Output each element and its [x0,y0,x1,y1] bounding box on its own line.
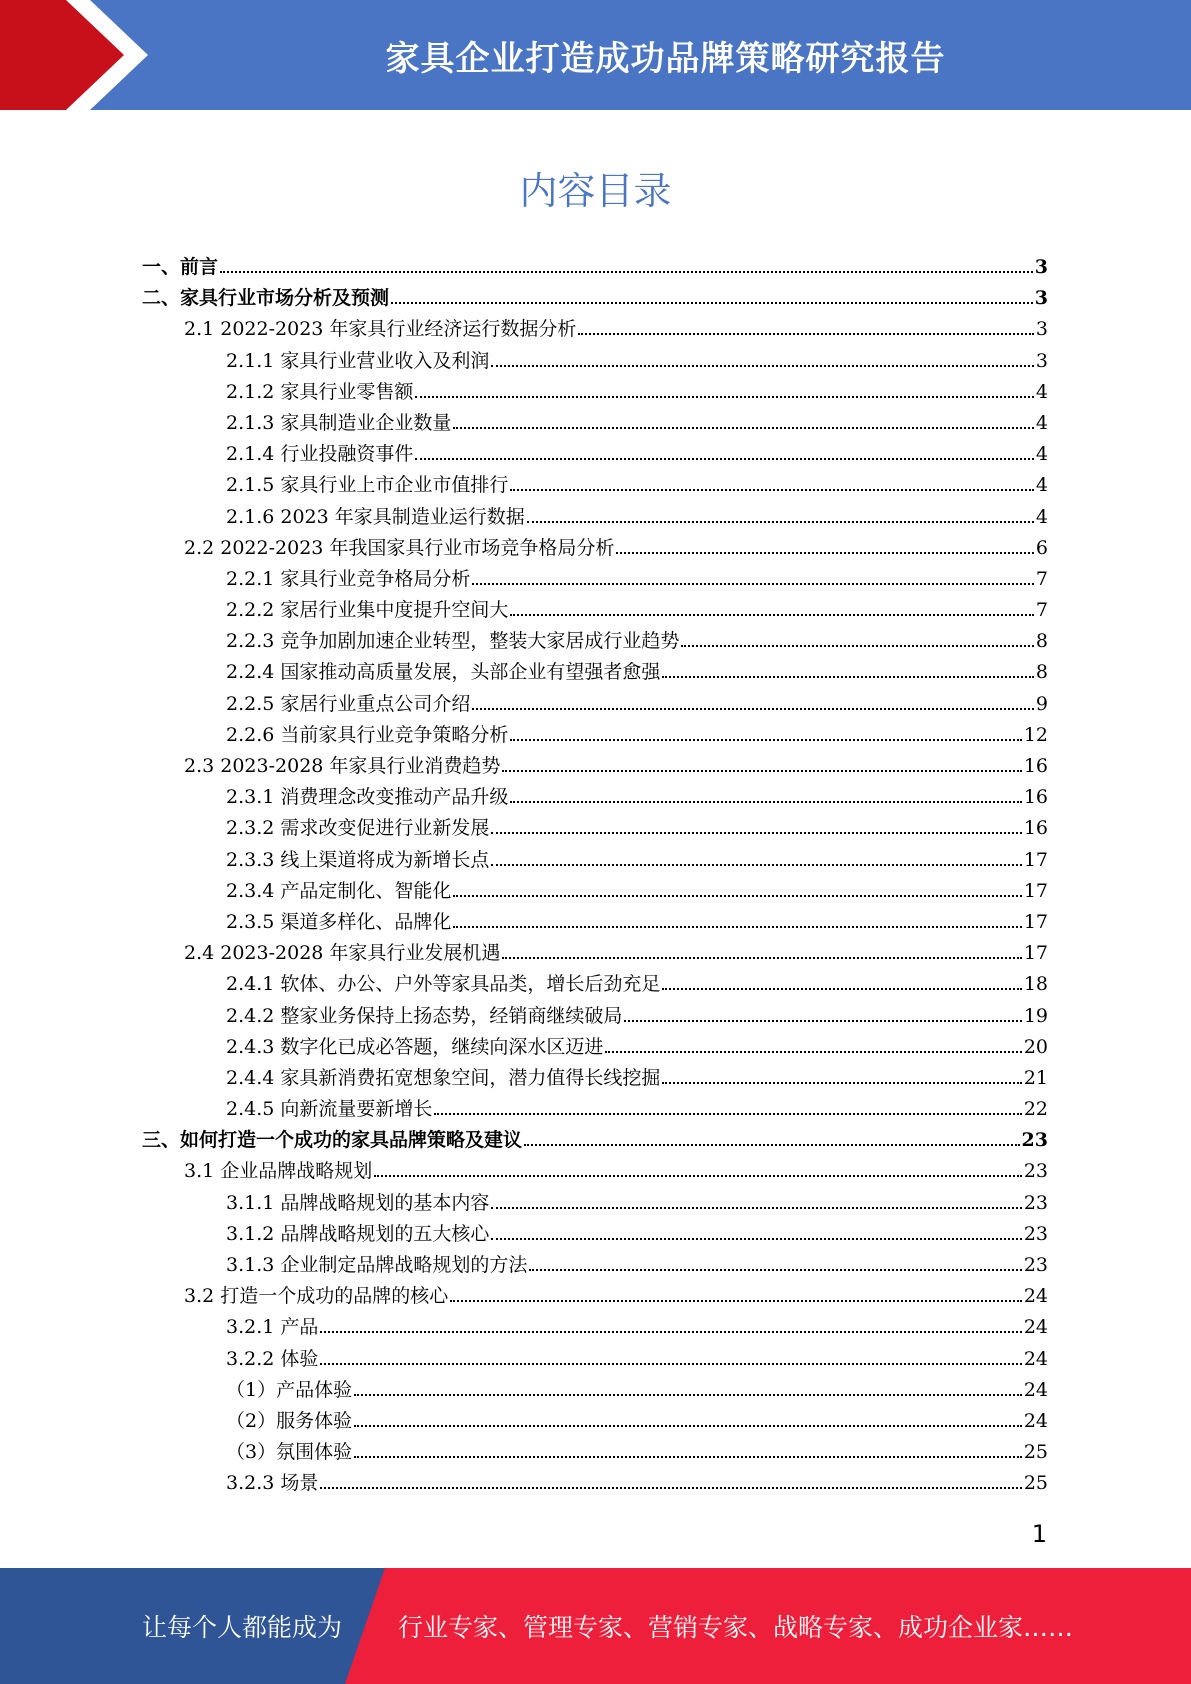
footer-slogan-right: 行业专家、管理专家、营销专家、战略专家、成功企业家…… [398,1613,1074,1642]
toc-entry-label: 二、家具行业市场分析及预测 [142,287,390,310]
toc-entry-label: 2.3 2023-2028 年家具行业消费趋势 [184,755,501,777]
toc-entry[interactable] [142,938,1048,969]
toc-leader-dots [320,1487,1021,1489]
toc-entry[interactable] [142,408,1048,439]
toc-entry-page: 17 [1023,910,1048,933]
toc-entry[interactable] [142,876,1048,907]
toc-entry-label: 2.3.5 渠道多样化、品牌化 [226,910,452,933]
toc-leader-dots [354,1394,1022,1396]
toc-entry-page: 3 [1034,287,1048,310]
toc-entry-label: 2.1 2022-2023 年家具行业经济运行数据分析 [184,318,577,341]
report-title: 家具企业打造成功品牌策略研究报告 [385,38,946,79]
toc-entry-label: 2.1.1 家具行业营业收入及利润 [226,349,490,372]
toc-entry-page: 17 [1023,848,1048,871]
toc-entry-label: 3.1.2 品牌战略规划的五大核心 [226,1222,490,1245]
toc-entry-page: 6 [1035,536,1048,559]
toc-entry-label: 三、如何打造一个成功的家具品牌策略及建议 [142,1129,523,1152]
toc-entry[interactable] [142,845,1048,876]
toc-leader-dots [491,1238,1021,1240]
toc-leader-dots [391,302,1033,304]
toc-entry-page: 17 [1023,879,1048,902]
toc-leader-dots [491,1207,1021,1209]
toc-leader-dots [354,1425,1022,1427]
toc-leader-dots [415,458,1034,460]
toc-leader-dots [220,271,1033,273]
toc-entry[interactable] [142,470,1048,501]
toc-entry[interactable] [142,907,1048,938]
toc-entry[interactable] [142,1375,1048,1406]
table-of-contents [142,252,1048,1500]
toc-entry-label: （3）氛围体验 [226,1441,353,1464]
toc-entry-page: 16 [1023,786,1048,809]
toc-leader-dots [453,427,1034,429]
toc-entry-page: 24 [1023,1409,1048,1432]
toc-leader-dots [374,1175,1022,1177]
toc-leader-dots [491,365,1034,367]
toc-entry-page: 21 [1023,1066,1048,1089]
toc-entry-page: 18 [1023,973,1048,996]
toc-leader-dots [524,1144,1020,1146]
toc-entry-label: （2）服务体验 [226,1409,353,1432]
toc-entry-page: 23 [1023,1160,1048,1183]
toc-entry-label: 2.4.1 软体、办公、户外等家具品类，增长后劲充足 [226,973,661,996]
toc-leader-dots [354,1456,1022,1458]
toc-entry[interactable] [142,1032,1048,1063]
toc-entry-page: 3 [1035,349,1048,372]
toc-entry[interactable] [142,439,1048,470]
toc-entry-page: 22 [1023,1098,1048,1121]
toc-entry-page: 7 [1035,567,1048,590]
toc-entry-page: 23 [1023,1222,1048,1245]
toc-entry[interactable] [142,252,1048,283]
toc-entry[interactable] [142,720,1048,751]
toc-leader-dots [578,333,1033,335]
toc-entry-page: 4 [1035,443,1048,466]
toc-entry[interactable] [142,1125,1048,1156]
toc-entry-label: 3.2.3 场景 [226,1472,319,1495]
toc-heading: 内容目录 [519,169,672,213]
toc-leader-dots [453,926,1021,928]
toc-entry[interactable] [142,314,1048,345]
toc-entry-page: 25 [1023,1472,1048,1495]
toc-leader-dots [510,489,1034,491]
toc-entry-page: 19 [1023,1004,1048,1027]
toc-entry-page: 20 [1023,1035,1048,1058]
toc-entry[interactable] [142,657,1048,688]
toc-entry-label: 3.2.2 体验 [226,1347,319,1370]
toc-entry-page: 16 [1023,817,1048,840]
toc-entry[interactable] [142,1063,1048,1094]
toc-leader-dots [681,645,1034,647]
toc-entry-page: 9 [1035,692,1048,715]
toc-leader-dots [472,583,1034,585]
toc-entry[interactable] [142,595,1048,626]
toc-entry-label: 2.2.3 竞争加剧加速企业转型，整装大家居成行业趋势 [226,630,680,653]
toc-entry-page: 24 [1023,1378,1048,1401]
toc-leader-dots [450,1300,1022,1302]
page-footer [0,1568,1191,1684]
toc-entry[interactable] [142,1437,1048,1468]
toc-leader-dots [662,1082,1021,1084]
toc-entry-label: 2.1.2 家具行业零售额 [226,380,414,403]
toc-entry-page: 3 [1034,256,1048,278]
toc-entry-page: 17 [1023,942,1048,965]
toc-entry[interactable] [142,1344,1048,1375]
page-header [0,0,1191,110]
toc-entry-label: 2.4.3 数字化已成必答题，继续向深水区迈进 [226,1035,604,1058]
toc-entry-label: 2.4.2 整家业务保持上扬态势，经销商继续破局 [226,1004,623,1027]
toc-entry[interactable] [142,813,1048,844]
toc-entry-label: 2.3.1 消费理念改变推动产品升级 [226,786,509,809]
toc-leader-dots [527,521,1034,523]
toc-entry-page: 16 [1023,755,1048,777]
toc-entry-label: 一、前言 [142,256,219,278]
toc-entry-label: 2.2.5 家居行业重点公司介绍 [226,692,471,715]
toc-leader-dots [453,895,1021,897]
toc-entry[interactable] [142,1406,1048,1437]
toc-entry-page: 8 [1035,630,1048,653]
toc-entry[interactable] [142,1001,1048,1032]
toc-entry-page: 3 [1035,318,1048,341]
toc-entry[interactable] [142,1094,1048,1125]
toc-entry-page: 8 [1035,661,1048,684]
toc-entry[interactable] [142,283,1048,314]
toc-entry-page: 23 [1023,1254,1048,1276]
toc-leader-dots [662,988,1021,990]
toc-entry-label: 2.3.4 产品定制化、智能化 [226,879,452,902]
toc-leader-dots [434,1113,1021,1115]
toc-entry-label: （1）产品体验 [226,1378,353,1401]
toc-entry[interactable] [142,502,1048,533]
toc-entry[interactable] [142,1250,1048,1281]
toc-entry-page: 7 [1035,599,1048,622]
toc-entry-page: 24 [1023,1285,1048,1308]
toc-entry-page: 24 [1023,1316,1048,1339]
toc-leader-dots [320,1363,1021,1365]
toc-leader-dots [616,552,1033,554]
toc-leader-dots [529,1269,1021,1271]
toc-entry[interactable] [142,1219,1048,1250]
toc-entry[interactable] [142,564,1048,595]
toc-entry-label: 2.1.5 家具行业上市企业市值排行 [226,474,509,497]
toc-entry[interactable] [142,969,1048,1000]
toc-entry-page: 25 [1023,1441,1048,1464]
toc-entry-page: 12 [1023,723,1048,746]
toc-entry-label: 2.2.6 当前家具行业竞争策略分析 [226,723,509,746]
toc-entry-label: 2.4.4 家具新消费拓宽想象空间，潜力值得长线挖掘 [226,1066,661,1089]
toc-leader-dots [320,1331,1021,1333]
toc-entry[interactable] [142,377,1048,408]
toc-entry[interactable] [142,689,1048,720]
toc-entry[interactable] [142,751,1048,782]
toc-entry[interactable] [142,1156,1048,1187]
footer-slogan-left: 让每个人都能成为 [142,1613,343,1642]
toc-entry[interactable] [142,1468,1048,1499]
toc-entry-label: 2.2.2 家居行业集中度提升空间大 [226,599,509,622]
toc-entry-label: 2.3.2 需求改变促进行业新发展 [226,817,490,840]
toc-entry[interactable] [142,782,1048,813]
toc-entry-label: 2.2.1 家具行业竞争格局分析 [226,567,471,590]
toc-entry-label: 2.1.3 家具制造业企业数量 [226,411,452,434]
toc-leader-dots [472,708,1034,710]
toc-entry-label: 3.1.3 企业制定品牌战略规划的方法 [226,1254,528,1276]
toc-entry-page: 23 [1021,1129,1048,1152]
toc-entry[interactable] [142,626,1048,657]
toc-entry-label: 2.3.3 线上渠道将成为新增长点 [226,848,490,871]
toc-entry-label: 3.1 企业品牌战略规划 [184,1160,373,1183]
toc-leader-dots [415,396,1034,398]
toc-entry-page: 4 [1035,411,1048,434]
page-number: 1 [1031,1520,1047,1548]
toc-leader-dots [510,739,1021,741]
toc-leader-dots [605,1051,1021,1053]
toc-entry-page: 4 [1035,505,1048,528]
toc-entry-page: 4 [1035,380,1048,403]
toc-entry-page: 4 [1035,474,1048,497]
toc-leader-dots [502,957,1021,959]
toc-leader-dots [510,801,1021,803]
toc-entry-label: 2.1.6 2023 年家具制造业运行数据 [226,505,525,528]
toc-entry[interactable] [142,533,1048,564]
toc-leader-dots [491,832,1021,834]
toc-leader-dots [502,770,1021,772]
toc-entry-label: 2.2.4 国家推动高质量发展，头部企业有望强者愈强 [226,661,661,684]
toc-entry-page: 24 [1023,1347,1048,1370]
toc-entry[interactable] [142,1312,1048,1343]
toc-entry-label: 2.1.4 行业投融资事件 [226,443,414,466]
toc-entry-label: 3.1.1 品牌战略规划的基本内容 [226,1191,490,1214]
toc-leader-dots [510,614,1034,616]
toc-leader-dots [662,676,1034,678]
toc-entry-label: 2.2 2022-2023 年我国家具行业市场竞争格局分析 [184,536,615,559]
toc-entry-label: 3.2.1 产品 [226,1316,319,1339]
toc-entry[interactable] [142,1188,1048,1219]
toc-entry-label: 2.4.5 向新流量要新增长 [226,1098,433,1121]
toc-entry-label: 2.4 2023-2028 年家具行业发展机遇 [184,942,501,965]
toc-entry[interactable] [142,1281,1048,1312]
toc-leader-dots [624,1020,1021,1022]
toc-entry-page: 23 [1023,1191,1048,1214]
toc-leader-dots [491,864,1021,866]
toc-entry[interactable] [142,346,1048,377]
toc-entry-label: 3.2 打造一个成功的品牌的核心 [184,1285,449,1308]
